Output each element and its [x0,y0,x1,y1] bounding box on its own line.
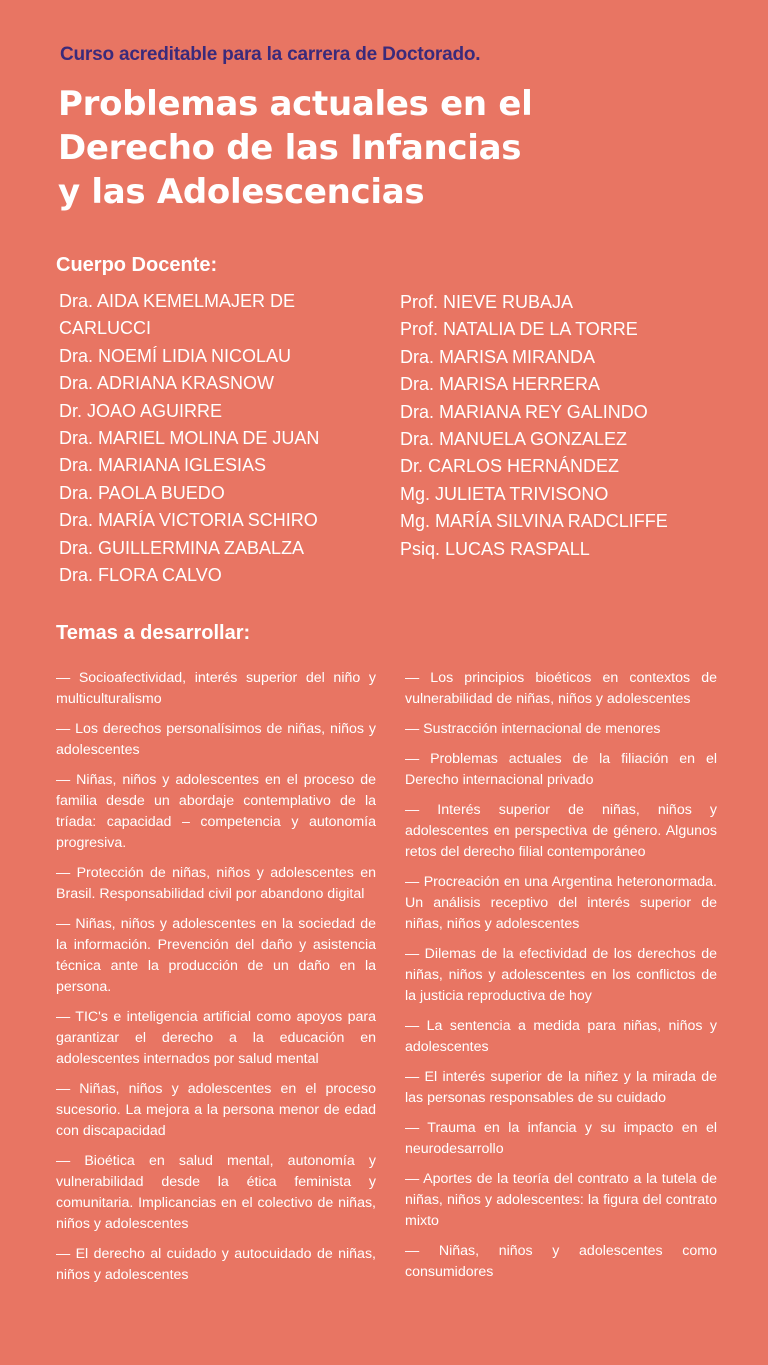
faculty-heading: Cuerpo Docente: [56,254,218,276]
faculty-member: Prof. NIEVE RUBAJA [400,292,574,312]
topic-item: — Niñas, niños y adolescentes en el proceso sucesorio. La mejora a la persona menor de edad con discapacidad [56,1081,376,1139]
topic-item: — Socioafectividad, interés superior del niño y multiculturalismo [56,670,376,707]
faculty-member: Dra. AIDA KEMELMAJER DE CARLUCCI [59,291,296,339]
faculty-member: Dra. FLORA CALVO [59,565,222,586]
faculty-member: Dra. NOEMÍ LIDIA NICOLAU [59,345,292,366]
faculty-member: Prof. NATALIA DE LA TORRE [400,319,638,340]
title-line: Derecho de las Infancias [58,128,522,168]
faculty-member: Mg. JULIETA TRIVISONO [400,483,609,504]
topic-item: — Problemas actuales de la filiación en el Derecho internacional privado [405,751,717,788]
topic-item: — Trauma en la infancia y su impacto en el neurodesarrollo [405,1120,717,1157]
faculty-member: Mg. MARÍA SILVINA RADCLIFFE [400,511,668,532]
topic-item: — Bioética en salud mental, autonomía y vulnerabilidad desde la ética feminista y comunitaria. Implicancias en el colectivo de niñas, niños y adolescentes [56,1153,376,1232]
faculty-member: Dra. MARISA HERRERA [400,374,601,395]
topic-item: — Dilemas de la efectividad de los derechos de niñas, niños y adolescentes en los conflictos de la justicia reproductiva de hoy [405,946,717,1004]
topic-item: — Sustracción internacional de menores [405,721,661,737]
topic-item: — Niñas, niños y adolescentes en el proceso de familia desde un abordaje contemplativo de la tríada: capacidad – competencia y autonomía progresiva. [56,772,376,851]
topic-item: — Interés superior de niñas, niños y adolescentes en perspectiva de género. Algunos retos del derecho filial contemporáneo [405,802,717,860]
faculty-member: Dra. MARIANA IGLESIAS [59,455,267,476]
accreditation-note: Curso acreditable para la carrera de Doctorado. [60,44,481,65]
topic-item: — El derecho al cuidado y autocuidado de niñas, niños y adolescentes [56,1246,376,1283]
topic-item: — Los principios bioéticos en contextos de vulnerabilidad de niñas, niños y adolescentes [405,670,717,707]
faculty-member: Dra. MANUELA GONZALEZ [400,429,628,450]
topic-item: — Protección de niñas, niños y adolescentes en Brasil. Responsabilidad civil por abandono digital [56,865,376,902]
topic-item: — Aportes de la teoría del contrato a la tutela de niñas, niños y adolescentes: la figura del contrato mixto [405,1171,717,1229]
faculty-member: Dra. ADRIANA KRASNOW [59,373,275,394]
course-title [58,82,698,214]
faculty-member: Dra. MARIANA REY GALINDO [400,401,648,422]
topic-item: — Niñas, niños y adolescentes en la sociedad de la información. Prevención del daño y asistencia técnica ante la producción de un daño en la persona. [56,916,376,995]
topic-item: — Procreación en una Argentina heteronormada. Un análisis receptivo del interés superior de niñas, niños y adolescentes [405,874,717,932]
topics-list-left [56,668,376,1295]
faculty-list-left [59,288,359,589]
topic-item: — Los derechos personalísimos de niñas, niños y adolescentes [56,721,376,758]
topic-item: — El interés superior de la niñez y la mirada de las personas responsables de su cuidado [405,1069,717,1106]
topic-item: — La sentencia a medida para niñas, niños y adolescentes [405,1018,717,1055]
faculty-member: Dra. MARISA MIRANDA [400,346,596,367]
faculty-member: Dra. PAOLA BUEDO [59,482,225,503]
topic-item: — TIC's e inteligencia artificial como apoyos para garantizar el derecho a la educación en adolescentes internados por salud mental [56,1009,376,1067]
topics-heading: Temas a desarrollar: [56,622,251,644]
faculty-member: Dr. CARLOS HERNÁNDEZ [400,456,620,477]
faculty-member: Dr. JOAO AGUIRRE [59,400,223,421]
faculty-member: Dra. MARÍA VICTORIA SCHIRO [59,510,318,531]
faculty-member: Psiq. LUCAS RASPALL [400,538,590,559]
faculty-member: Dra. MARIEL MOLINA DE JUAN [59,428,320,449]
topic-item: — Niñas, niños y adolescentes como consumidores [405,1243,717,1280]
topics-list-right [405,668,717,1292]
faculty-member: Dra. GUILLERMINA ZABALZA [59,537,305,558]
faculty-list-right [400,289,730,563]
title-line: y las Adolescencias [58,172,425,212]
title-line: Problemas actuales en el [58,84,533,124]
